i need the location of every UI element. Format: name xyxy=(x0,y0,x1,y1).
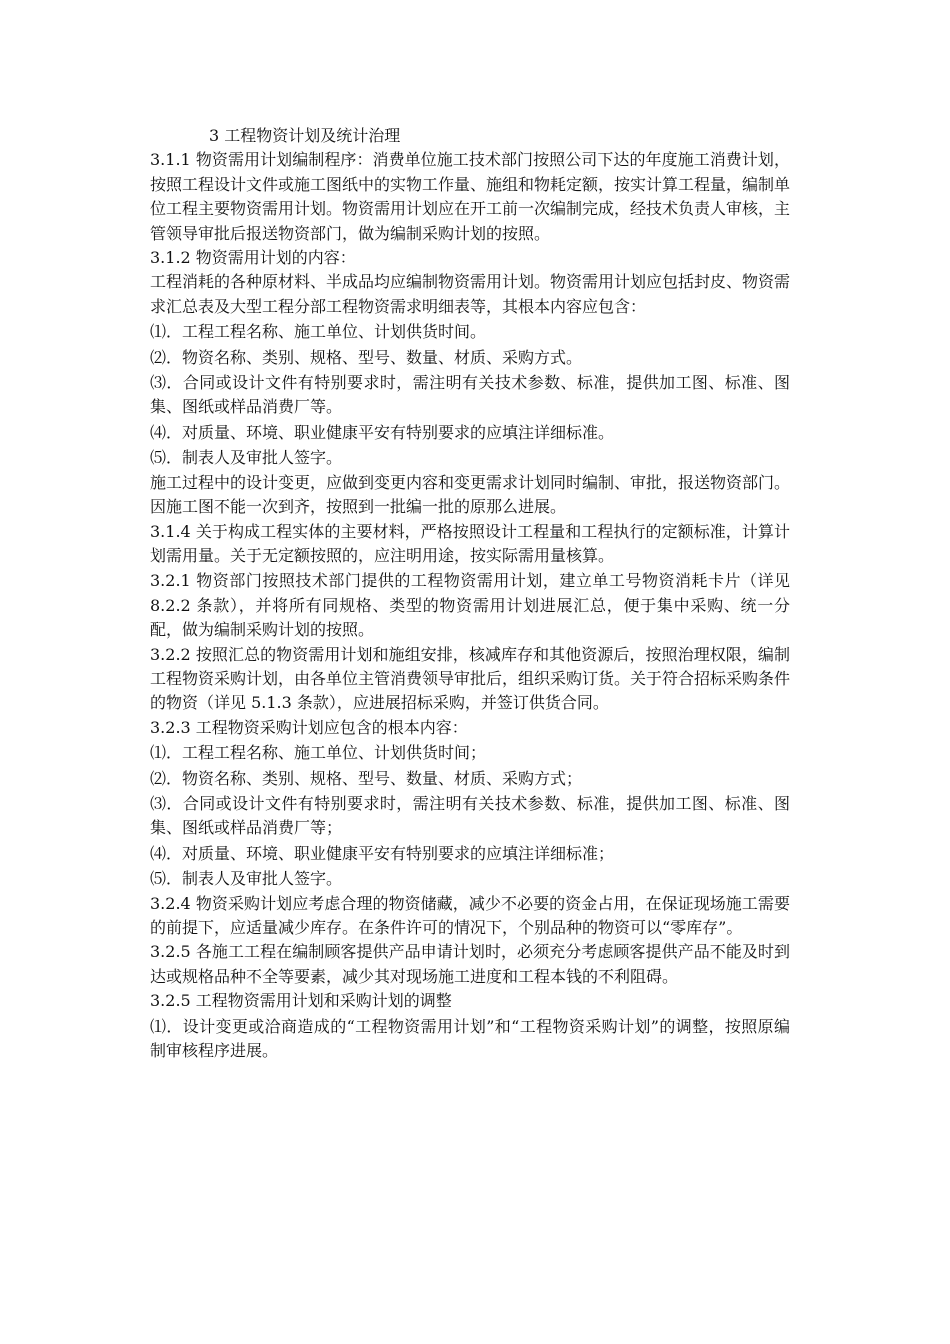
document-page xyxy=(150,124,790,1063)
paragraph-design-change: 施工过程中的设计变更，应做到变更内容和变更需求计划同时编制、审批，报送物资部门。因施工图不能一次到齐，按照到一批编一批的原那么进展。 xyxy=(150,472,791,517)
list-item: ⑷．对质量、环境、职业健康平安有特别要求的应填注详细标准。 xyxy=(150,422,615,442)
list-item: ⑵．物资名称、类别、规格、型号、数量、材质、采购方式； xyxy=(150,768,583,788)
paragraph-3-2-5: 3.2.5 各施工工程在编制顾客提供产品申请计划时，必须充分考虑顾客提供产品不能及时到达或规格品种不全等要素，减少其对现场施工进度和工程本钱的不利阻碍。 xyxy=(150,942,790,986)
paragraph-3-2-2: 3.2.2 按照汇总的物资需用计划和施组安排，核减库存和其他资源后，按照治理权限，编制工程物资采购计划，由各单位主管消费领导审批后，组织采购订货。关于符合招标采购条件的物资（详见 5.1.3 条款），应进展招标采购，并签订供货合同。 xyxy=(150,644,791,713)
paragraph-3-1-4: 3.1.4 关于构成工程实体的主要材料，严格按照设计工程量和工程执行的定额标准，计算计划需用量。关于无定额按照的，应注明用途，按实际需用量核算。 xyxy=(150,521,790,565)
paragraph-3-1-2-body: 工程消耗的各种原材料、半成品均应编制物资需用计划。物资需用计划应包括封皮、物资需求汇总表及大型工程分部工程物资需求明细表等，其根本内容应包含： xyxy=(150,272,791,316)
paragraph-3-1-1: 3.1.1 物资需用计划编制程序：消费单位施工技术部门按照公司下达的年度施工消费计划，按照工程设计文件或施工图纸中的实物工作量、施组和物耗定额，按实计算工程量，编制单位工程主要物资需用计划。物资需用计划应在开工前一次编制完成，经技术负责人审核，主管领导审批后报送物资部门，做为编制采购计划的按照。 xyxy=(150,150,791,243)
paragraph-3-2-5-adjustment-heading: 3.2.5 工程物资需用计划和采购计划的调整 xyxy=(150,991,452,1011)
paragraph-3-2-4: 3.2.4 物资采购计划应考虑合理的物资储藏，减少不必要的资金占用，在保证现场施工需要的前提下，应适量减少库存。在条件许可的情况下，个别品种的物资可以“零库存”。 xyxy=(150,893,790,937)
list-item: ⑴．工程工程名称、施工单位、计划供货时间。 xyxy=(150,322,487,342)
list-item: ⑵．物资名称、类别、规格、型号、数量、材质、采购方式。 xyxy=(150,347,583,367)
paragraph-3-1-2-heading: 3.1.2 物资需用计划的内容： xyxy=(150,248,356,268)
paragraph-3-2-3-heading: 3.2.3 工程物资采购计划应包含的根本内容： xyxy=(150,717,468,737)
list-item: ⑷．对质量、环境、职业健康平安有特别要求的应填注详细标准； xyxy=(150,843,615,863)
list-item: ⑸．制表人及审批人签字。 xyxy=(150,869,343,889)
list-item: ⑸．制表人及审批人签字。 xyxy=(150,448,343,468)
document-title: 3 工程物资计划及统计治理 xyxy=(209,126,401,145)
list-item: ⑴．工程工程名称、施工单位、计划供货时间； xyxy=(150,743,487,763)
paragraph-3-2-1: 3.2.1 物资部门按照技术部门提供的工程物资需用计划，建立单工号物资消耗卡片（详见 8.2.2 条款），并将所有同规格、类型的物资需用计划进展汇总，便于集中采购、统一分配，做为编制采购计划的按照。 xyxy=(150,571,790,640)
list-item: ⑶．合同或设计文件有特别要求时，需注明有关技术参数、标准，提供加工图、标准、图集、图纸或样品消费厂等。 xyxy=(150,373,790,417)
list-item: ⑶．合同或设计文件有特别要求时，需注明有关技术参数、标准，提供加工图、标准、图集、图纸或样品消费厂等； xyxy=(150,793,790,838)
list-item: ⑴．设计变更或洽商造成的“工程物资需用计划”和“工程物资采购计划”的调整，按照原编制审核程序进展。 xyxy=(150,1016,790,1061)
